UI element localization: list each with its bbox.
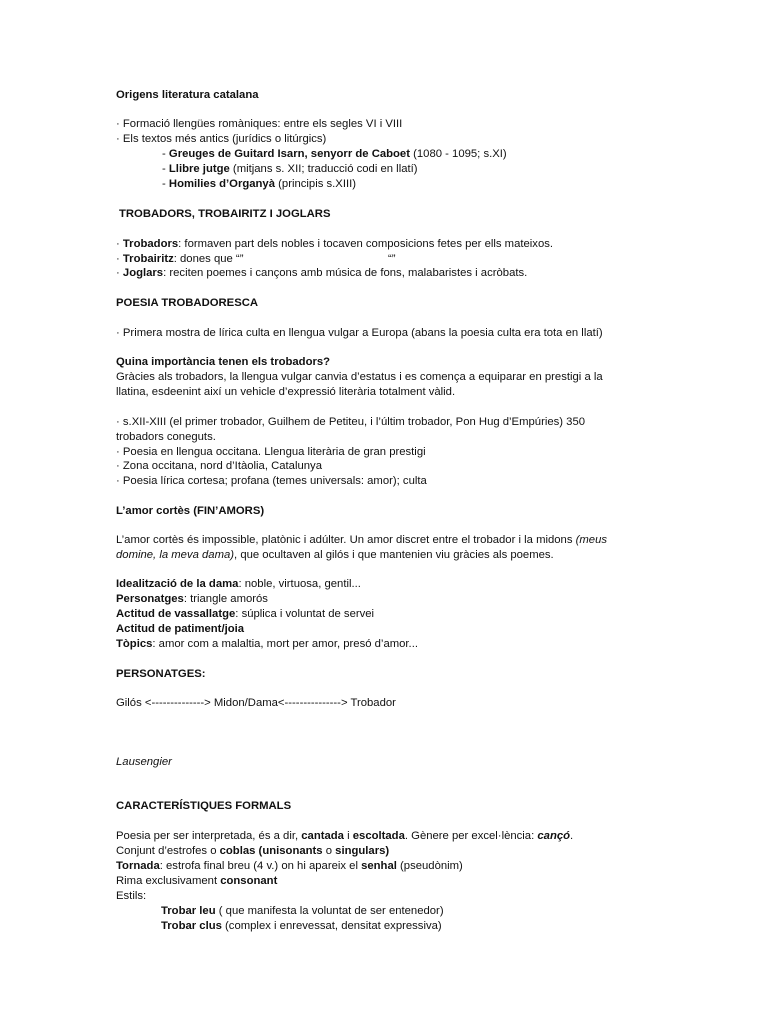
text: Conjunt d’estrofes o (116, 845, 220, 857)
role-desc: : reciten poemes i cançons amb música de fons, malabaristes i acròbats. (163, 267, 528, 279)
origins-line-1: · Formació llengües romàniques: entre els segles VI i VIII (116, 118, 403, 130)
fact-line: · Poesia en llengua occitana. Llengua literària de gran prestigi (116, 446, 426, 458)
item-dash: - (162, 163, 169, 175)
term: escoltada (352, 830, 405, 842)
trait-term: Tòpics (116, 638, 153, 650)
term: unisonants (262, 845, 323, 857)
term: senhal (361, 860, 397, 872)
item-dash: - (162, 148, 169, 160)
bullet: · (116, 253, 123, 265)
item-detail: (principis s.XIII) (275, 178, 356, 190)
text: : estrofa final breu (4 v.) on hi apareix el (159, 860, 362, 872)
amor-italic: (meus (575, 534, 608, 546)
term: Tornada (116, 860, 160, 872)
poesia-heading: POESIA TROBADORESCA (116, 297, 259, 309)
bullet: · (116, 238, 123, 250)
trait-term: Personatges (116, 593, 184, 605)
amor-text: , que ocultaven al gilós i que mantenien viu gràcies als poemes. (234, 549, 554, 561)
fact-line: trobadors coneguts. (116, 431, 216, 443)
text: ( (255, 845, 263, 857)
trait-term: Actitud de vassallatge (116, 608, 236, 620)
role-line (116, 237, 553, 251)
amor-text: L’amor cortès és impossible, platònic i adúlter. Un amor discret entre el trobador i la midons (116, 534, 576, 546)
role-desc: : dones que “” (173, 253, 244, 265)
importancia-heading: Quina importància tenen els trobadors? (116, 356, 331, 368)
bullet: · (116, 267, 123, 279)
term: coblas (219, 845, 256, 857)
trait-term: Idealització de la dama (116, 578, 239, 590)
trait-line (116, 577, 361, 591)
trobadors-heading: TROBADORS, TROBAIRITZ I JOGLARS (119, 208, 331, 220)
text: . Gènere per excel·lència: (404, 830, 538, 842)
term: cantada (301, 830, 344, 842)
caract-line (116, 844, 389, 858)
poesia-line: · Primera mostra de lírica culta en llengua vulgar a Europa (abans la poesia culta era tota en llatí) (116, 327, 603, 339)
trait-desc: : triangle amorós (183, 593, 268, 605)
origins-line-2: · Els textos més antics (jurídics o litúrgics) (116, 133, 327, 145)
term: consonant (220, 875, 278, 887)
origins-item (162, 162, 418, 176)
term: Trobar clus (161, 920, 222, 932)
item-detail: (1080 - 1095; s.XI) (409, 148, 507, 160)
amor-heading: L’amor cortès (FIN’AMORS) (116, 505, 265, 517)
trait-line (116, 637, 418, 651)
role-line (116, 252, 243, 266)
estil-line (161, 919, 442, 933)
estils-label: Estils: (116, 890, 147, 902)
term: singulars (335, 845, 386, 857)
trait-line (116, 622, 244, 636)
trait-desc: : noble, virtuosa, gentil... (238, 578, 361, 590)
origins-item (162, 147, 507, 161)
term: cançó (537, 830, 571, 842)
role-quote-mark: “” (388, 253, 396, 265)
importancia-line: llatina, esdeenint així un vehicle d’expressió literària totalment vàlid. (116, 386, 456, 398)
text: (pseudònim) (396, 860, 463, 872)
text: ( que manifesta la voluntat de ser entenedor) (215, 905, 444, 917)
trait-desc: : súplica i voluntat de servei (235, 608, 375, 620)
item-name: Homilies d’Organyà (168, 178, 276, 190)
text: . (570, 830, 574, 842)
text: Rima exclusivament (116, 875, 221, 887)
role-desc: : formaven part dels nobles i tocaven composicions fetes per ells mateixos. (178, 238, 554, 250)
trait-term: Actitud de patiment/joia (116, 623, 245, 635)
lausengier-label: Lausengier (116, 756, 172, 768)
caract-line (116, 859, 463, 873)
text: ) (385, 845, 390, 857)
document-title: Origens literatura catalana (116, 89, 259, 101)
item-name: Greuges de Guitard Isarn, senyorr de Caboet (168, 148, 410, 160)
importancia-line: Gràcies als trobadors, la llengua vulgar canvia d’estatus i es comença a equiparar en prestigi a la (116, 371, 603, 383)
fact-line: · s.XII-XIII (el primer trobador, Guilhem de Petiteu, i l’últim trobador, Pon Hug d’Empúries) 350 (116, 416, 586, 428)
fact-line: · Zona occitana, nord d’Itàolia, Catalunya (116, 460, 322, 472)
amor-italic: domine, la meva dama) (116, 549, 235, 561)
role-term: Joglars (122, 267, 164, 279)
trait-line (116, 607, 374, 621)
fact-line: · Poesia lírica cortesa; profana (temes universals: amor); culta (116, 475, 427, 487)
term: Trobar leu (161, 905, 216, 917)
item-dash: - (162, 178, 169, 190)
role-term: Trobairitz (122, 253, 174, 265)
amor-line-2 (116, 548, 554, 562)
amor-line-1 (116, 533, 607, 547)
role-line (116, 266, 527, 280)
caract-line (116, 829, 573, 843)
trait-line (116, 592, 268, 606)
caracteristiques-heading: CARACTERÍSTIQUES FORMALS (116, 800, 292, 812)
personatges-diagram: Gilós <--------------> Midon/Dama<---------------> Trobador (116, 697, 396, 709)
text: Poesia per ser interpretada, és a dir, (116, 830, 302, 842)
trait-desc: : amor com a malaltia, mort per amor, presó d’amor... (152, 638, 418, 650)
item-detail: (mitjans s. XII; traducció codi en llatí) (229, 163, 418, 175)
text: i (343, 830, 353, 842)
personatges-heading: PERSONATGES: (116, 668, 206, 680)
role-term: Trobadors (122, 238, 179, 250)
text: o (322, 845, 336, 857)
item-name: Llibre jutge (168, 163, 230, 175)
estil-line (161, 904, 444, 918)
text: (complex i enrevessat, densitat expressiva) (221, 920, 442, 932)
origins-item (162, 177, 356, 191)
caract-line (116, 874, 277, 888)
